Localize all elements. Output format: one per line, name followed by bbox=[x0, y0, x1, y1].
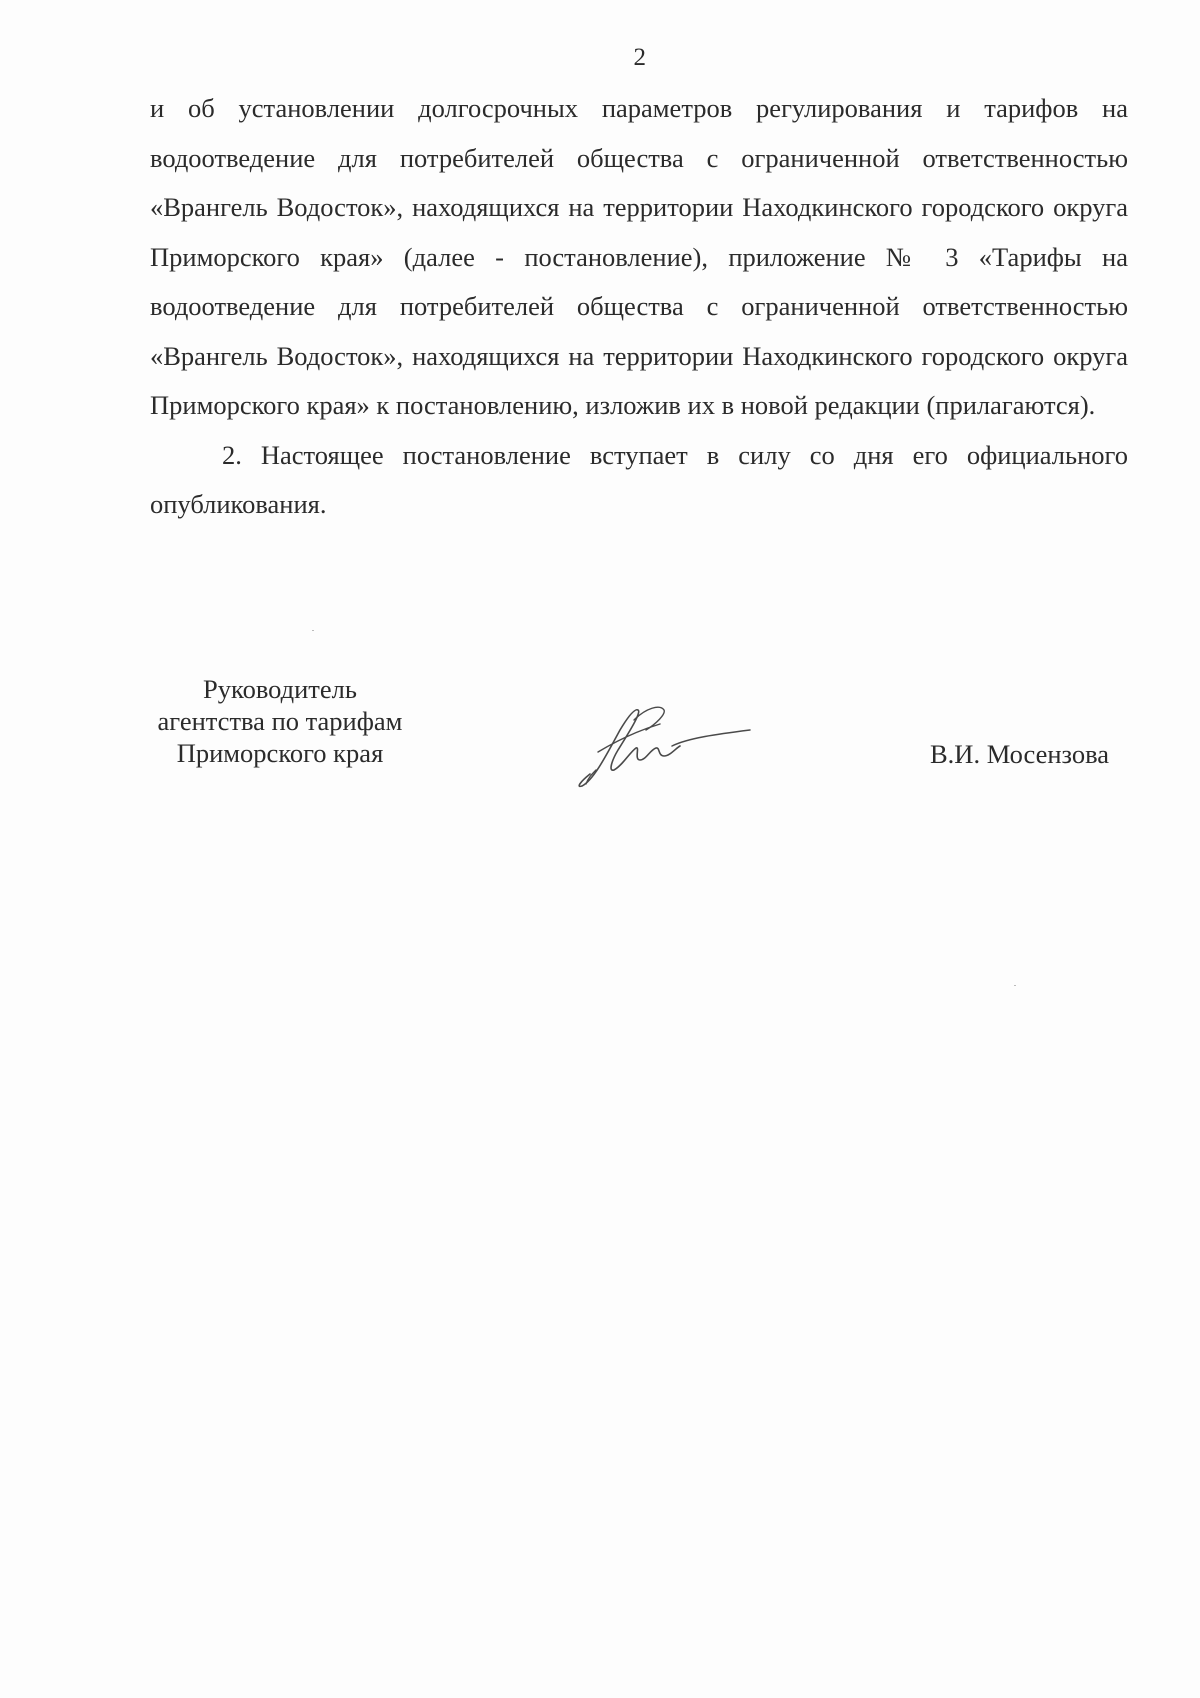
scan-speck bbox=[312, 630, 314, 631]
signatory-title-line-2: агентства по тарифам bbox=[157, 706, 403, 736]
document-body bbox=[150, 84, 1128, 530]
handwritten-signature-icon bbox=[568, 690, 758, 800]
signatory-title-line-1: Руководитель bbox=[203, 674, 357, 704]
signatory-title-line-3: Приморского края bbox=[176, 738, 384, 768]
paragraph-1: и об установлении долгосрочных параметров регулирования и тарифов на водоотведение для потребителей общества с ограниченной ответственностью «Врангель Водосток», находящихся на территории Находкинского городского округа Приморского края» (далее - постановление), приложение № 3 «Тарифы на водоотведение для потребителей общества с ограниченной ответственностью «Врангель Водосток», находящихся на территории Находкинского городского округа Приморского края» к постановлению, изложив их в новой редакции (прилагаются). bbox=[150, 93, 1128, 420]
signatory-title bbox=[145, 673, 415, 769]
scan-speck bbox=[1014, 985, 1016, 986]
paragraph-2: 2. Настоящее постановление вступает в силу со дня его официального опубликования. bbox=[150, 439, 1128, 519]
page-number: 2 bbox=[633, 44, 647, 71]
signatory-name: В.И. Мосензова bbox=[930, 739, 1110, 769]
